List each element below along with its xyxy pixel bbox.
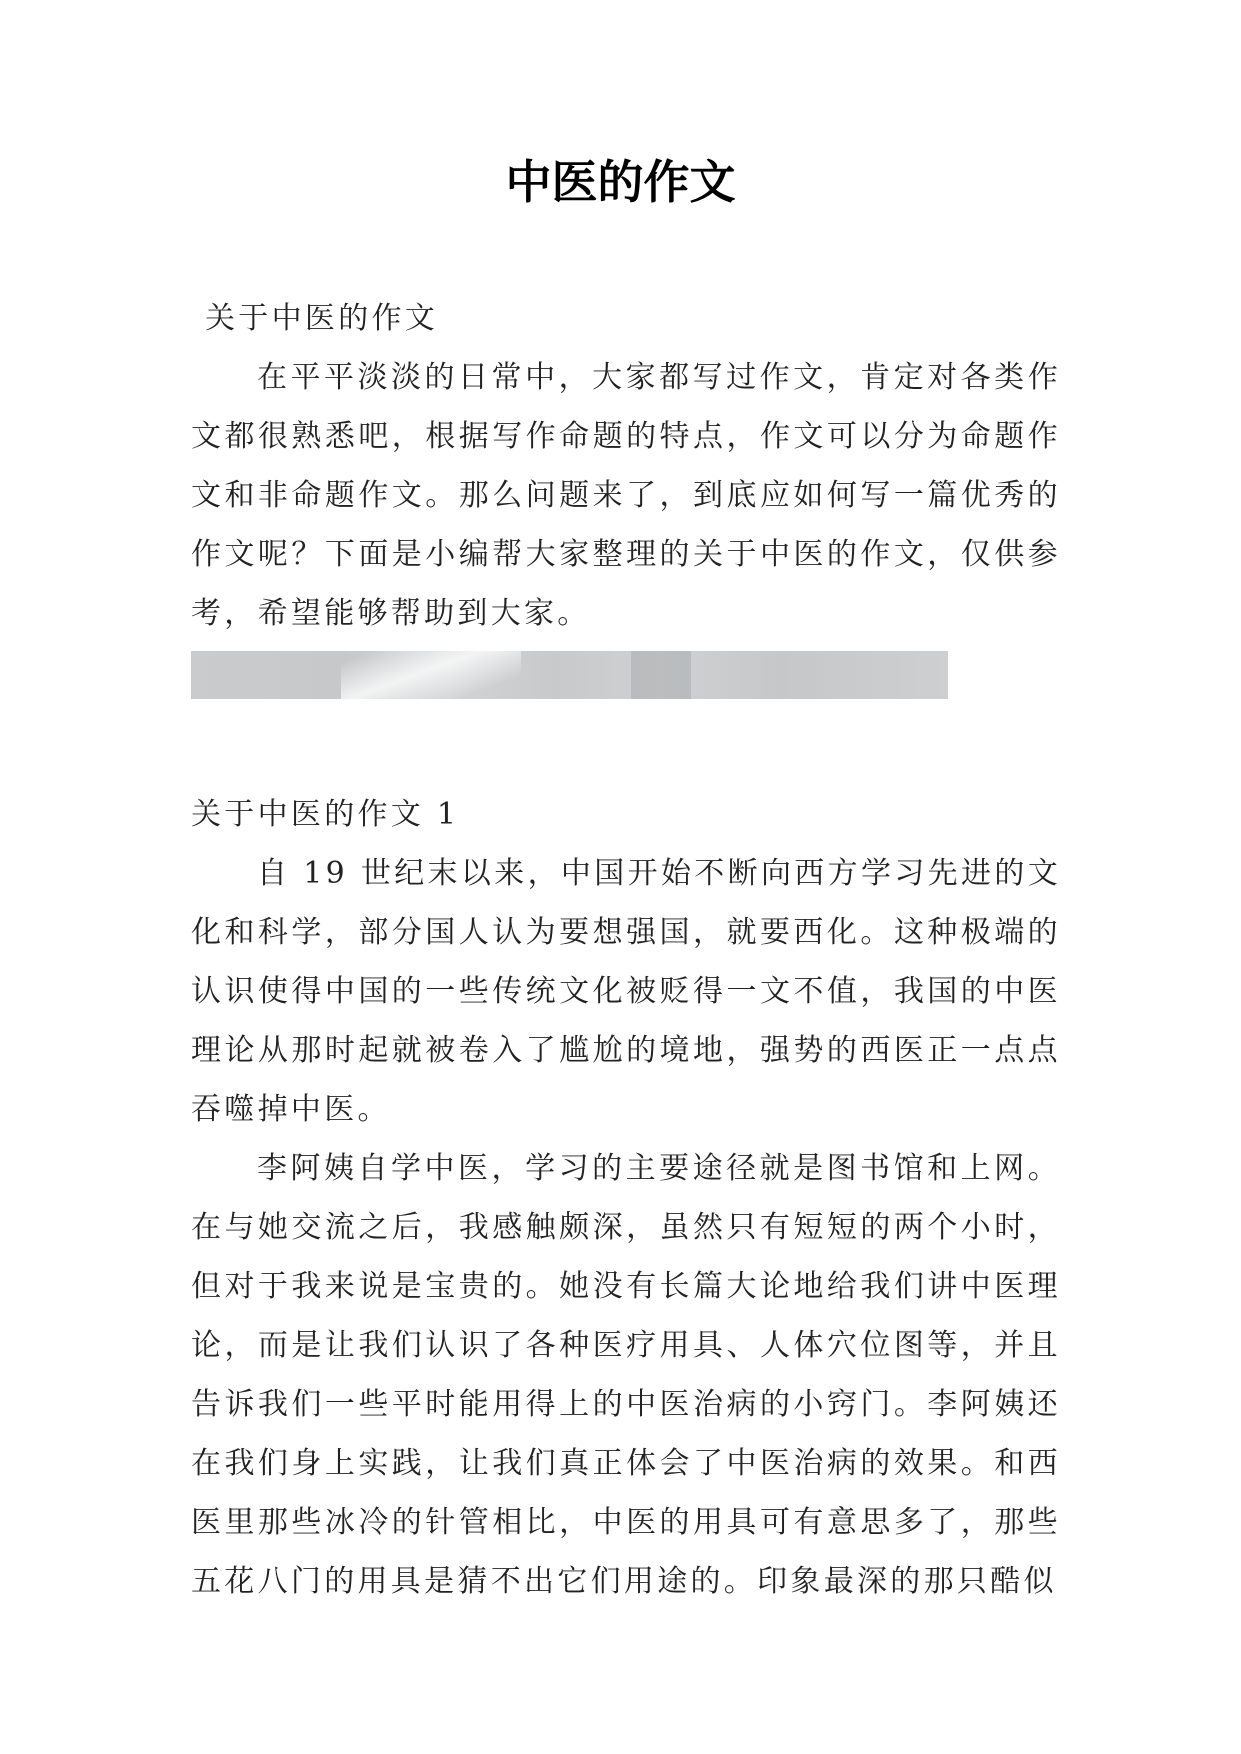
- document-subtitle: 关于中医的作文: [205, 301, 439, 336]
- section-paragraph-2: 李阿姨自学中医，学习的主要途径就是图书馆和上网。在与她交流之后，我感触颇深，虽然只有短短的两个小时，但对于我来说是宝贵的。她没有长篇大论地给我们讲中医理论，而是让我们认识了各种医疗用具、人体穴位图等，并且告诉我们一些平时能用得上的中医治病的小窍门。李阿姨还在我们身上实践，让我们真正体会了中医治病的效果。和西医里那些冰冷的针管相比，中医的用具可有意思多了，那些五花八门的用具是猜不出它们用途的。印象最深的那只酷似: [191, 1151, 1061, 1599]
- document-body: [191, 289, 1061, 1611]
- intro-paragraph: 在平平淡淡的日常中，大家都写过作文，肯定对各类作文都很熟悉吧，根据写作命题的特点，作文可以分为命题作文和非命题作文。那么问题来了，到底应如何写一篇优秀的作文呢？下面是小编帮大家整理的关于中医的作文，仅供参考，希望能够帮助到大家。: [191, 360, 1061, 631]
- image-shadow: [631, 651, 691, 699]
- document-title: 中医的作文: [505, 155, 736, 209]
- embedded-image: [191, 651, 948, 699]
- image-highlight: [341, 651, 521, 699]
- section-heading: 关于中医的作文 1: [191, 797, 460, 832]
- section-paragraph-1: 自 19 世纪末以来，中国开始不断向西方学习先进的文化和科学，部分国人认为要想强国，就要西化。这种极端的认识使得中国的一些传统文化被贬得一文不值，我国的中医理论从那时起就被卷入了尴尬的境地，强势的西医正一点点吞噬掉中医。: [191, 856, 1061, 1127]
